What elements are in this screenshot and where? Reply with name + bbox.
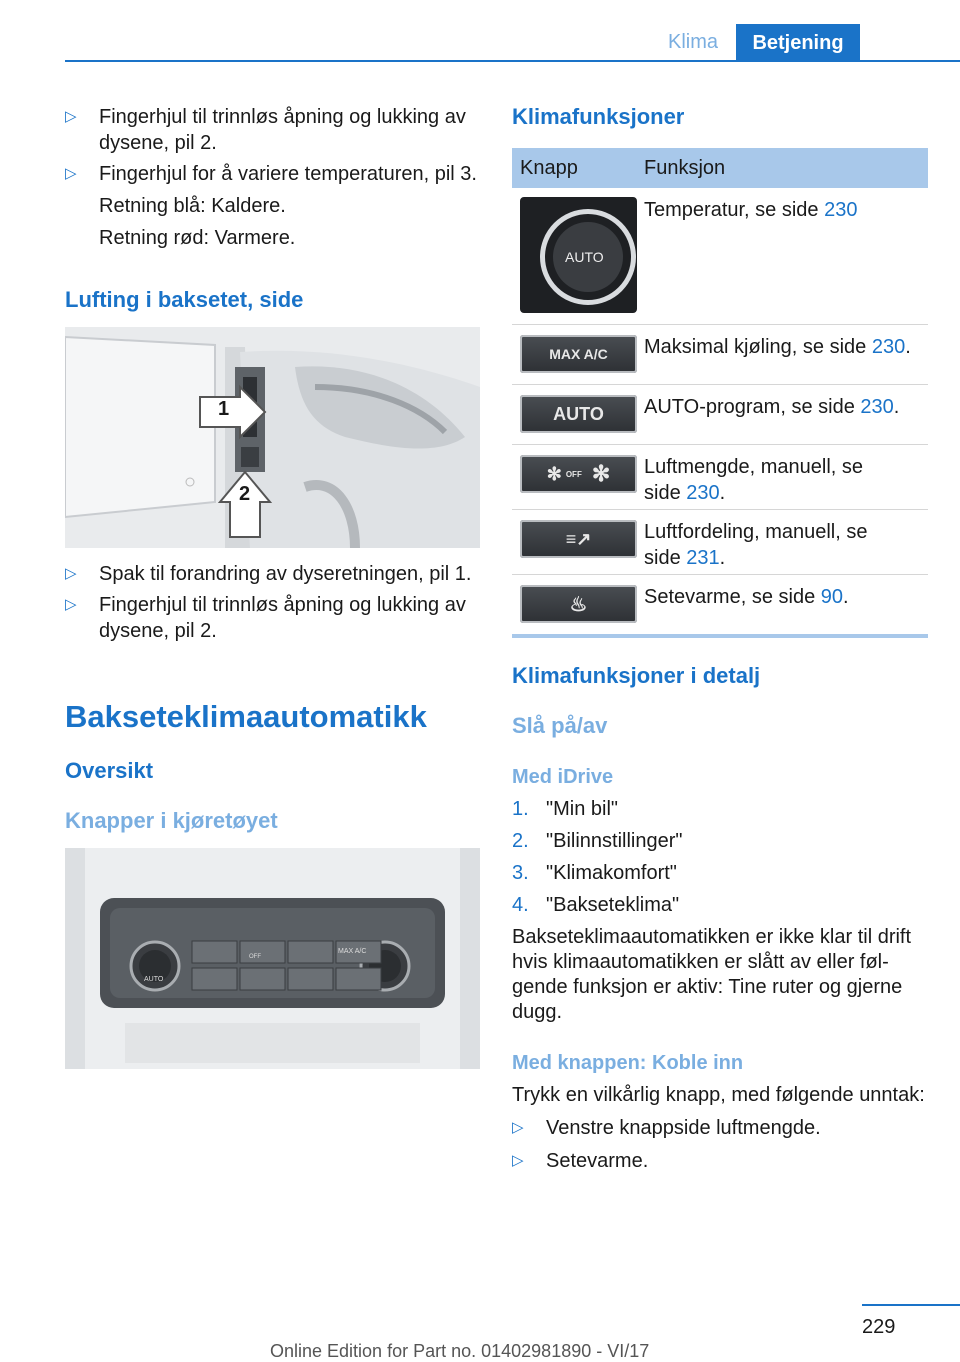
table-row	[512, 384, 928, 445]
section-label: Klima	[667, 31, 718, 53]
arrow-label-1: 1	[218, 398, 230, 420]
fan-button-image: ✻ OFF ✻	[520, 455, 637, 493]
slaa-heading: Slå på/av	[512, 713, 608, 738]
triangle-icon: ▷	[512, 1119, 524, 1136]
page-ref-link[interactable]: 230	[824, 199, 858, 221]
lufting-heading: Lufting i baksetet, side	[65, 287, 304, 312]
table-row	[512, 509, 928, 575]
page-ref-link[interactable]: 90	[820, 586, 843, 608]
list-item: 1. "Min bil"	[512, 798, 618, 820]
row-text: Luftfordeling, manuell, se side 231.	[644, 521, 868, 569]
list-item: 4. "Bakseteklima"	[512, 894, 680, 916]
rear-panel-illustration	[65, 848, 480, 1069]
seat-heating-button-image	[520, 585, 637, 623]
fan-icon: ✻	[546, 463, 562, 484]
page-ref-link[interactable]: 230	[686, 482, 720, 504]
table-row	[512, 324, 928, 385]
panel-auto-label: AUTO	[144, 976, 164, 983]
table-header	[512, 148, 928, 188]
arrow-label-2: 2	[239, 483, 251, 505]
panel-off-label: OFF	[249, 954, 261, 960]
list-item: 3. "Klimakomfort"	[512, 862, 677, 884]
trykk-paragraph: Trykk en vilkårlig knapp, med følgende unntak:	[512, 1084, 925, 1106]
detail-heading: Klimafunksjoner i detalj	[512, 663, 761, 688]
table-row	[512, 574, 928, 635]
bullet-text: Fingerhjul til trinnløs åpning og lukking av dysene, pil 2.	[99, 106, 466, 154]
retning-blaa: Retning blå: Kaldere.	[99, 195, 286, 217]
row-text: Maksimal kjøling, se side 230.	[644, 336, 911, 358]
bullet-text: Setevarme.	[546, 1150, 649, 1172]
bullet-text: Fingerhjul til trinnløs åpning og lukking av dysene, pil 2.	[99, 594, 466, 642]
table-row	[512, 188, 928, 324]
seat-heating-icon: ♨	[569, 593, 588, 616]
rear-vent-svg	[65, 327, 480, 548]
page-ref-link[interactable]: 230	[860, 396, 894, 418]
page-ref-link[interactable]: 230	[871, 336, 906, 358]
med-idrive-heading: Med iDrive	[512, 766, 614, 788]
fan-icon: ✻	[591, 461, 611, 486]
page-number: 229	[862, 1316, 896, 1338]
triangle-icon: ▷	[65, 165, 77, 182]
row-text: Luftmengde, manuell, se side 230.	[644, 456, 864, 504]
row-text: Temperatur, se side 230	[644, 199, 858, 221]
footer-rule	[862, 1304, 960, 1306]
bullet-text: Spak til forandring av dyseretningen, pil 1.	[99, 563, 472, 585]
klimafunksjoner-heading: Klimafunksjoner	[512, 104, 685, 129]
col-funksjon: Funksjon	[644, 157, 726, 179]
air-distribution-button-image	[520, 520, 637, 558]
row-text: AUTO-program, se side 230.	[644, 396, 900, 418]
panel-max-label: MAX A/C	[338, 948, 367, 955]
col-knapp: Knapp	[520, 157, 578, 179]
page-ref-link[interactable]: 231	[686, 547, 720, 569]
table-row	[512, 444, 928, 510]
bullet-text: Fingerhjul for å variere temperaturen, pil 3.	[99, 163, 477, 185]
section-tab[interactable]: Betjening	[736, 24, 860, 62]
rear-panel-svg	[65, 848, 480, 1069]
table-bottom-rule	[512, 634, 928, 638]
triangle-icon: ▷	[512, 1152, 524, 1169]
auto-button-image: AUTO	[520, 395, 637, 433]
triangle-icon: ▷	[65, 596, 77, 613]
knapper-heading: Knapper i kjøretøyet	[65, 808, 278, 833]
max-ac-button-image: MAX A/C	[520, 335, 637, 373]
oversikt-heading: Oversikt	[65, 758, 154, 783]
list-item: 2. "Bilinnstillinger"	[512, 830, 683, 852]
row-text: Setevarme, se side 90.	[644, 586, 849, 608]
triangle-icon: ▷	[65, 108, 77, 125]
bullet-text: Venstre knappside luftmengde.	[546, 1117, 821, 1139]
rear-vent-illustration	[65, 327, 480, 548]
air-distribution-icon: ≡↗	[565, 528, 592, 549]
retning-rod: Retning rød: Varmere.	[99, 227, 296, 249]
main-heading: Bakseteklimaautomatikk	[65, 699, 427, 734]
temperature-knob-image	[520, 197, 637, 313]
header-rule	[65, 60, 960, 62]
med-knappen-heading: Med knappen: Koble inn	[512, 1052, 744, 1074]
triangle-icon: ▷	[65, 565, 77, 582]
step-list	[512, 796, 928, 926]
edition-text: Online Edition for Part no. 01402981890 - VI/17	[270, 1341, 650, 1361]
knob-auto-label: AUTO	[565, 249, 604, 265]
